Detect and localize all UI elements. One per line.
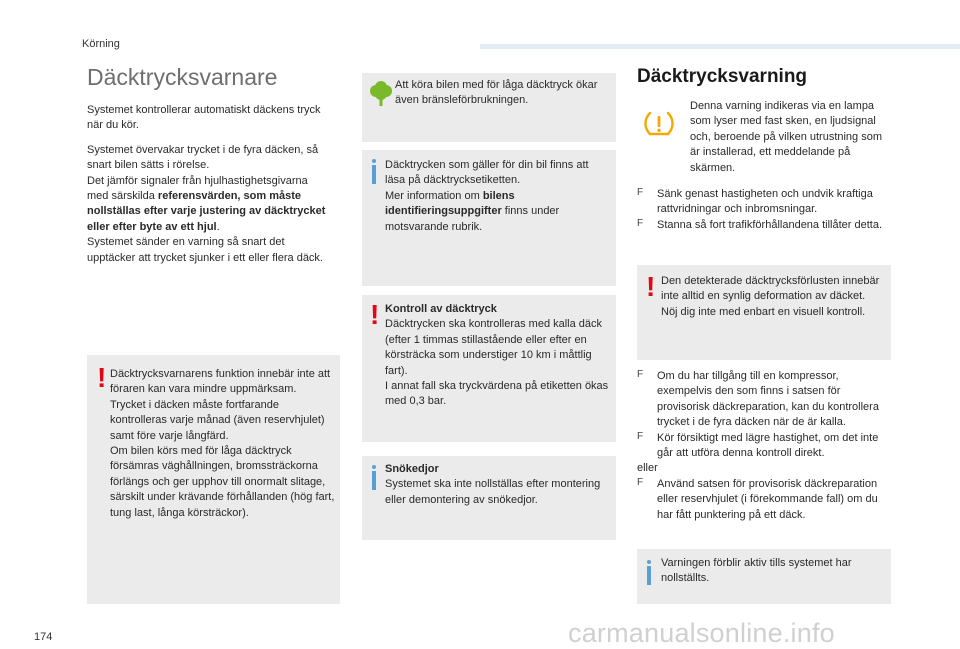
right-warning-b: Nöj dig inte med enbart en visuell kontroll. xyxy=(661,305,866,318)
list-item: F Stanna så fort trafikförhållandena tillåter detta. xyxy=(637,217,883,231)
right-title: Däcktrycksvarning xyxy=(637,66,808,87)
middle-warning-b: I annat fall ska tryckvärdena på etiketten ökas med 0,3 bar. xyxy=(385,380,609,408)
snow-chains-text: Systemet ska inte nollställas efter montering eller demontering av snökedjor. xyxy=(385,478,601,506)
middle-warning-title: Kontroll av däcktryck xyxy=(385,303,497,315)
list-item: F Kör försiktigt med lägre hastighet, om det inte går att utföra denna kontroll direkt. xyxy=(637,430,879,460)
middle-warning-box xyxy=(362,295,616,442)
info-icon xyxy=(372,465,376,490)
right-bullets-2 xyxy=(637,369,891,523)
left-paragraph-2b: Det jämför signaler från hjulhastighetsgivarna med särskilda referensvärden, som måste nollställas efter varje justering av däcktrycket eller efter byte av ett hjul. xyxy=(87,174,326,233)
or-label: eller xyxy=(637,462,658,475)
right-info-text: Varningen förblir aktiv tills systemet har nollställts. xyxy=(661,557,852,585)
middle-info-box-1 xyxy=(362,150,616,286)
warning-icon: ! xyxy=(646,271,656,302)
middle-warning-a: Däcktrycken ska kontrolleras med kalla däck (efter 1 timmas stillastående eller efter en körsträcka som understiger 10 km i måttlig fart). xyxy=(385,318,603,377)
warning-icon: ! xyxy=(97,362,107,393)
left-warning-a: Däcktrycksvarnarens funktion innebär inte att föraren kan vara mindre uppmärksam. xyxy=(110,368,331,396)
middle-info-box-2 xyxy=(362,456,616,540)
list-item: F Sänk genast hastigheten och undvik kraftiga rattvridningar och inbromsningar. xyxy=(637,187,873,216)
tire-pressure-warning-icon xyxy=(643,111,675,142)
info-1-a: Däcktrycken som gäller för din bil finns att läsa på däcktrycksetiketten. xyxy=(385,159,589,187)
header-bar xyxy=(480,44,960,49)
right-warning-box xyxy=(637,265,891,360)
page-number: 174 xyxy=(34,631,53,643)
info-icon xyxy=(372,159,376,184)
info-icon xyxy=(647,560,651,585)
list-item: F Om du har tillgång till en kompressor, exempelvis den som finns i satsen för provisorisk däckreparation, kan du kontrollera trycket i de fyra däcken när de är kalla. xyxy=(637,369,879,429)
warning-icon: ! xyxy=(370,299,380,330)
left-warning-b: Trycket i däcken måste fortfarande kontrolleras varje månad (även reservhjulet) samt före varje långfärd. xyxy=(110,398,325,442)
right-info-box xyxy=(637,549,891,604)
section-label: Körning xyxy=(82,38,120,50)
eco-tree-icon xyxy=(369,81,393,112)
snow-chains-title: Snökedjor xyxy=(385,463,439,475)
info-1-b: Mer information om bilens identifieringsuppgifter finns under motsvarande rubrik. xyxy=(385,189,560,233)
eco-text: Att köra bilen med för låga däcktryck ökar även bränsleförbrukningen. xyxy=(395,79,598,107)
left-warning-c: Om bilen körs med för låga däcktryck försämras väghållningen, bromssträckorna förlängs och ger upphov till onormalt slitage, särskilt under krävande förhållanden (hög fart, tung last, långa körsträckor). xyxy=(110,445,335,519)
left-paragraph-2a: Systemet övervakar trycket i de fyra däcken, så snart bilen sätts i rörelse. xyxy=(87,143,319,172)
eco-box xyxy=(362,73,616,142)
left-paragraph-2c: Systemet sänder en varning så snart det upptäcker att trycket sjunker i ett eller flera däck. xyxy=(87,236,323,264)
list-item: F Använd satsen för provisorisk däckreparation eller reservhjulet (i förekommande fall) om du har fått punktering på ett däck. xyxy=(637,476,878,521)
watermark: carmanualsonline.info xyxy=(568,618,835,648)
right-warning-a: Den detekterade däcktrycksförlusten innebär inte alltid en synlig deformation av däcket. xyxy=(661,275,880,303)
right-intro: Denna varning indikeras via en lampa som lyser med fast sken, en ljudsignal och, beroende på vilken utrustning som är installerad, ett meddelande på skärmen. xyxy=(690,100,883,174)
right-bullets-1 xyxy=(637,187,889,233)
page-title: Däcktrycksvarnare xyxy=(87,64,278,90)
left-paragraph-1: Systemet kontrollerar automatiskt däckens tryck när du kör. xyxy=(87,104,321,132)
left-warning-box xyxy=(87,355,340,604)
left-intro xyxy=(87,103,327,266)
